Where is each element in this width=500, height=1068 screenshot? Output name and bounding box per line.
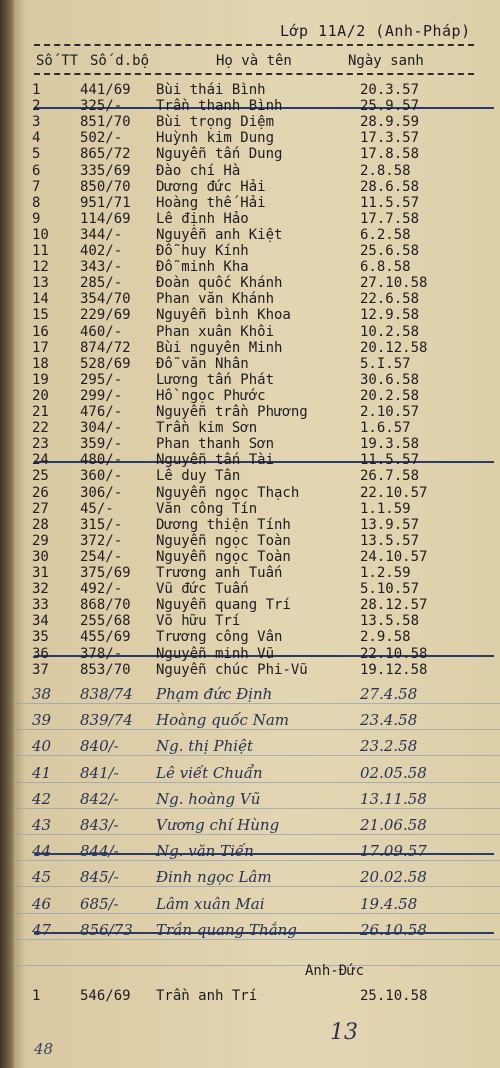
student-reg: 685/- — [80, 894, 119, 913]
handwritten-row — [0, 765, 500, 781]
student-name: Đinh ngọc Lâm — [156, 868, 272, 887]
student-name: Huỳnh kim Dung — [156, 130, 275, 147]
student-reg: 359/- — [80, 436, 123, 453]
student-number: 42 — [32, 789, 52, 808]
student-dob: 20.02.58 — [360, 868, 427, 887]
student-row — [0, 613, 500, 629]
student-dob: 28.9.59 — [360, 114, 420, 131]
student-name: Hồ ngọc Phước — [156, 387, 266, 404]
student-reg: 306/- — [80, 484, 123, 501]
student-number: 20 — [32, 387, 49, 404]
student-dob: 19.4.58 — [360, 894, 418, 913]
student-name: Vũ đức Tuấn — [156, 581, 249, 598]
student-dob: 26.10.58 — [360, 920, 427, 939]
student-reg: 441/69 — [80, 82, 131, 98]
student-reg: 853/70 — [80, 661, 131, 678]
student-dob: 2.10.57 — [360, 404, 420, 420]
student-number: 46 — [32, 894, 52, 913]
student-row — [0, 227, 500, 243]
student-reg: 402/- — [80, 243, 123, 259]
student-row — [0, 597, 500, 613]
student-reg: 354/70 — [80, 291, 131, 308]
student-row — [0, 388, 500, 404]
student-number: 28 — [32, 516, 49, 533]
student-number: 47 — [32, 920, 52, 939]
student-number: 36 — [32, 645, 49, 662]
student-number: 45 — [32, 868, 52, 887]
page-number: 13 — [330, 1020, 358, 1045]
student-dob: 27.4.58 — [360, 685, 418, 703]
student-number: 32 — [32, 581, 49, 598]
student-dob: 2.9.58 — [360, 629, 411, 646]
student-reg: 480/- — [80, 452, 123, 469]
student-reg: 114/69 — [80, 210, 131, 227]
student-name: Phan thanh Sơn — [156, 436, 275, 453]
handwritten-row — [0, 738, 500, 754]
student-reg: 528/69 — [80, 355, 131, 372]
handwritten-row — [0, 817, 500, 833]
student-number: 38 — [32, 685, 52, 703]
student-name: Nguyễn ngọc Toàn — [156, 548, 291, 565]
student-number: 27 — [32, 500, 49, 517]
student-row — [0, 356, 500, 372]
student-dob: 13.5.58 — [360, 613, 420, 630]
ruled-line — [14, 703, 500, 704]
student-row — [0, 163, 500, 179]
student-number: 16 — [32, 323, 49, 340]
student-dob: 27.10.58 — [360, 275, 428, 292]
student-reg: 285/- — [80, 275, 123, 292]
student-name: Trần kim Sơn — [156, 420, 258, 437]
student-name: Hoàng thế Hải — [156, 194, 266, 211]
student-reg: 839/74 — [80, 711, 133, 730]
student-row — [0, 291, 500, 307]
student-name: Nguyễn tấn Dung — [156, 146, 283, 163]
student-row — [0, 82, 500, 98]
student-reg: 868/70 — [80, 597, 131, 614]
student-number: 11 — [32, 243, 49, 259]
student-number: 10 — [32, 226, 49, 243]
student-name: Trần quang Thắng — [156, 920, 297, 939]
student-reg: 845/- — [80, 868, 119, 887]
student-row — [0, 629, 500, 645]
ruled-line — [14, 913, 500, 914]
student-row — [0, 98, 500, 114]
handwritten-row — [0, 843, 500, 859]
student-row — [0, 243, 500, 259]
student-reg: 865/72 — [80, 146, 131, 163]
student-row — [0, 275, 500, 291]
corner-note: 48 — [34, 1040, 54, 1058]
student-number: 15 — [32, 307, 49, 324]
student-dob: 30.6.58 — [360, 371, 420, 388]
student-dob: 21.06.58 — [360, 816, 427, 834]
student-reg: 375/69 — [80, 565, 131, 581]
student-reg: 874/72 — [80, 339, 131, 356]
student-number: 26 — [32, 484, 49, 501]
student-name: Võ hữu Trí — [156, 613, 241, 630]
student-row — [0, 114, 500, 130]
student-reg: 502/- — [80, 130, 123, 147]
student-dob: 2.8.58 — [360, 162, 411, 179]
student-dob: 17.7.58 — [360, 210, 420, 227]
student-name: Văn công Tín — [156, 500, 258, 517]
student-name: Nguyễn ngọc Thạch — [156, 484, 300, 501]
ruled-line — [14, 729, 500, 730]
student-number: 29 — [32, 532, 49, 549]
student-name: Ng. văn Tiến — [156, 842, 254, 861]
ruled-line — [14, 886, 500, 887]
student-name: Ng. hoàng Vũ — [156, 789, 261, 808]
student-dob: 28.12.57 — [360, 597, 428, 614]
student-row — [0, 307, 500, 323]
student-reg: 254/- — [80, 548, 123, 565]
student-dob: 13.9.57 — [360, 516, 420, 533]
student-reg: 851/70 — [80, 114, 131, 131]
student-dob: 6.2.58 — [360, 226, 411, 243]
student-row — [0, 501, 500, 517]
student-reg: 843/- — [80, 816, 119, 834]
student-dob: 17.09.57 — [360, 842, 427, 861]
student-row — [0, 452, 500, 468]
student-name: Phan văn Khánh — [156, 291, 275, 308]
student-number: 18 — [32, 355, 49, 372]
student-number: 3 — [32, 114, 41, 131]
student-row — [0, 468, 500, 484]
student-name: Trần thanh Bình — [156, 98, 283, 115]
student-number: 31 — [32, 565, 49, 581]
handwritten-row — [0, 869, 500, 885]
student-reg: 360/- — [80, 468, 123, 485]
student-name: Phạm đức Định — [156, 685, 273, 703]
student-reg: 335/69 — [80, 162, 131, 179]
student-name: Trương anh Tuấn — [156, 565, 283, 581]
student-name: Nguyễn anh Kiệt — [156, 226, 283, 243]
student-number: 39 — [32, 711, 52, 730]
student-dob: 23.2.58 — [360, 737, 418, 756]
class-title: Lớp 11A/2 (Anh-Pháp) — [280, 22, 471, 40]
student-dob: 13.5.57 — [360, 532, 420, 549]
student-row — [0, 565, 500, 581]
student-reg: 476/- — [80, 404, 123, 420]
student-dob: 11.5.57 — [360, 452, 420, 469]
student-dob: 20.2.58 — [360, 387, 420, 404]
student-row — [0, 485, 500, 501]
student-dob: 19.12.58 — [360, 661, 428, 678]
ruled-line — [14, 834, 500, 835]
student-row — [0, 646, 500, 662]
student-dob: 11.5.57 — [360, 194, 420, 211]
student-dob: 25.9.57 — [360, 98, 420, 115]
footer-entry — [0, 988, 500, 1004]
student-row — [0, 130, 500, 146]
student-name: Lương tấn Phát — [156, 371, 275, 388]
student-dob: 6.8.58 — [360, 259, 411, 276]
student-dob: 02.05.58 — [360, 763, 427, 782]
student-number: 14 — [32, 291, 49, 308]
student-dob: 1.6.57 — [360, 420, 411, 437]
student-name: Nguyễn ngọc Toàn — [156, 532, 291, 549]
ruled-line — [14, 755, 500, 756]
student-number: 6 — [32, 162, 41, 179]
student-name: Nguyễn bình Khoa — [156, 307, 291, 324]
student-dob: 22.6.58 — [360, 291, 420, 308]
section-label: Anh-Đức — [305, 963, 365, 979]
student-name: Đỗ huy Kính — [156, 243, 249, 259]
student-number: 5 — [32, 146, 41, 163]
student-reg: 856/73 — [80, 920, 133, 939]
student-number: 24 — [32, 452, 49, 469]
student-number: 12 — [32, 259, 49, 276]
student-number: 34 — [32, 613, 49, 630]
student-reg: 299/- — [80, 387, 123, 404]
student-reg: 840/- — [80, 737, 119, 756]
student-row — [0, 533, 500, 549]
student-name: Ng. thị Phiệt — [156, 737, 253, 756]
student-reg: 455/69 — [80, 629, 131, 646]
student-name: Đoàn quốc Khánh — [156, 275, 283, 292]
student-number: 40 — [32, 737, 52, 756]
student-name: Nguyễn quang Trí — [156, 597, 291, 614]
student-name: Bùi trọng Diệm — [156, 114, 275, 131]
handwritten-row — [0, 791, 500, 807]
student-reg: 460/- — [80, 323, 123, 340]
student-reg: 295/- — [80, 371, 123, 388]
ruled-line — [14, 860, 500, 861]
student-row — [0, 420, 500, 436]
student-reg: 492/- — [80, 581, 123, 598]
student-reg: 841/- — [80, 763, 119, 782]
student-number: 30 — [32, 548, 49, 565]
student-dob: 20.3.57 — [360, 82, 420, 98]
student-number: 4 — [32, 130, 41, 147]
handwritten-row — [0, 712, 500, 728]
student-number: 21 — [32, 404, 49, 420]
entry-reg: 546/69 — [80, 988, 131, 1004]
ruled-line — [14, 782, 500, 783]
student-reg: 325/- — [80, 98, 123, 115]
handwritten-row — [0, 896, 500, 912]
student-reg: 344/- — [80, 226, 123, 243]
student-name: Đào chí Hà — [156, 162, 241, 179]
student-row — [0, 324, 500, 340]
student-number: 35 — [32, 629, 49, 646]
student-number: 22 — [32, 420, 49, 437]
student-row — [0, 259, 500, 275]
student-reg: 838/74 — [80, 685, 133, 703]
student-name: Nguyễn tấn Tài — [156, 452, 275, 469]
student-dob: 22.10.58 — [360, 645, 428, 662]
student-row — [0, 195, 500, 211]
student-number: 1 — [32, 82, 41, 98]
student-dob: 28.6.58 — [360, 178, 420, 195]
student-reg: 304/- — [80, 420, 123, 437]
entry-number: 1 — [32, 988, 41, 1004]
col-header-name: Họ và tên — [216, 53, 292, 69]
student-number: 37 — [32, 661, 49, 678]
student-name: Lê định Hảo — [156, 210, 249, 227]
student-number: 7 — [32, 178, 41, 195]
student-reg: 378/- — [80, 645, 123, 662]
student-name: Lâm xuân Mai — [156, 894, 265, 913]
student-name: Trương công Vân — [156, 629, 283, 646]
student-name: Nguyễn trần Phương — [156, 404, 308, 420]
student-row — [0, 662, 500, 678]
student-row — [0, 372, 500, 388]
student-dob: 23.4.58 — [360, 711, 418, 730]
student-number: 33 — [32, 597, 49, 614]
student-dob: 1.2.59 — [360, 565, 411, 581]
student-reg: 315/- — [80, 516, 123, 533]
student-number: 23 — [32, 436, 49, 453]
student-name: Bùi nguyên Minh — [156, 339, 283, 356]
student-row — [0, 211, 500, 227]
student-name: Hoàng quốc Nam — [156, 711, 289, 730]
student-row — [0, 549, 500, 565]
student-number: 2 — [32, 98, 41, 115]
student-reg: 343/- — [80, 259, 123, 276]
student-reg: 255/68 — [80, 613, 131, 630]
student-dob: 10.2.58 — [360, 323, 420, 340]
student-number: 13 — [32, 275, 49, 292]
student-dob: 13.11.58 — [360, 789, 427, 808]
student-number: 44 — [32, 842, 52, 861]
student-name: Đỗ văn Nhân — [156, 355, 249, 372]
student-name: Dương đức Hải — [156, 178, 266, 195]
student-dob: 22.10.57 — [360, 484, 428, 501]
student-number: 25 — [32, 468, 49, 485]
student-row — [0, 517, 500, 533]
student-dob: 20.12.58 — [360, 339, 428, 356]
student-row — [0, 146, 500, 162]
student-row — [0, 404, 500, 420]
student-name: Lê viết Chuẩn — [156, 763, 263, 782]
col-header-dob: Ngày sanh — [348, 53, 424, 69]
student-reg: 372/- — [80, 532, 123, 549]
student-name: Phan xuân Khôi — [156, 323, 275, 340]
student-row — [0, 436, 500, 452]
header-divider-bottom — [34, 73, 474, 75]
student-dob: 19.3.58 — [360, 436, 420, 453]
entry-name: Trần anh Trí — [156, 988, 258, 1004]
student-reg: 229/69 — [80, 307, 131, 324]
student-dob: 12.9.58 — [360, 307, 420, 324]
student-name: Nguyễn minh Vũ — [156, 645, 275, 662]
student-dob: 25.6.58 — [360, 243, 420, 259]
ruled-line — [14, 808, 500, 809]
student-row — [0, 179, 500, 195]
student-dob: 1.1.59 — [360, 500, 411, 517]
ruled-line — [14, 939, 500, 940]
student-reg: 842/- — [80, 789, 119, 808]
student-reg: 850/70 — [80, 178, 131, 195]
student-reg: 951/71 — [80, 194, 131, 211]
student-number: 19 — [32, 371, 49, 388]
student-row — [0, 340, 500, 356]
student-dob: 17.3.57 — [360, 130, 420, 147]
student-dob: 5.10.57 — [360, 581, 420, 598]
student-reg: 45/- — [80, 500, 114, 517]
student-number: 9 — [32, 210, 41, 227]
student-name: Dương thiện Tính — [156, 516, 291, 533]
student-dob: 5.I.57 — [360, 355, 411, 372]
student-reg: 844/- — [80, 842, 119, 861]
entry-dob: 25.10.58 — [360, 988, 428, 1004]
header-divider-top — [34, 44, 474, 46]
student-dob: 17.8.58 — [360, 146, 420, 163]
student-number: 8 — [32, 194, 41, 211]
handwritten-row — [0, 922, 500, 938]
student-name: Đỗ minh Kha — [156, 259, 249, 276]
student-dob: 24.10.57 — [360, 548, 428, 565]
col-header-no: Số TT — [36, 53, 79, 69]
handwritten-row — [0, 686, 500, 702]
student-number: 17 — [32, 339, 49, 356]
ruled-line — [14, 965, 500, 966]
student-number: 43 — [32, 816, 52, 834]
student-dob: 26.7.58 — [360, 468, 420, 485]
col-header-reg: Số d.bộ — [90, 53, 150, 69]
student-row — [0, 581, 500, 597]
student-number: 41 — [32, 763, 52, 782]
student-name: Lê duy Tân — [156, 468, 241, 485]
student-name: Nguyễn chúc Phi-Vũ — [156, 661, 308, 678]
student-name: Bùi thái Bình — [156, 82, 266, 98]
student-name: Vương chí Hùng — [156, 816, 280, 834]
